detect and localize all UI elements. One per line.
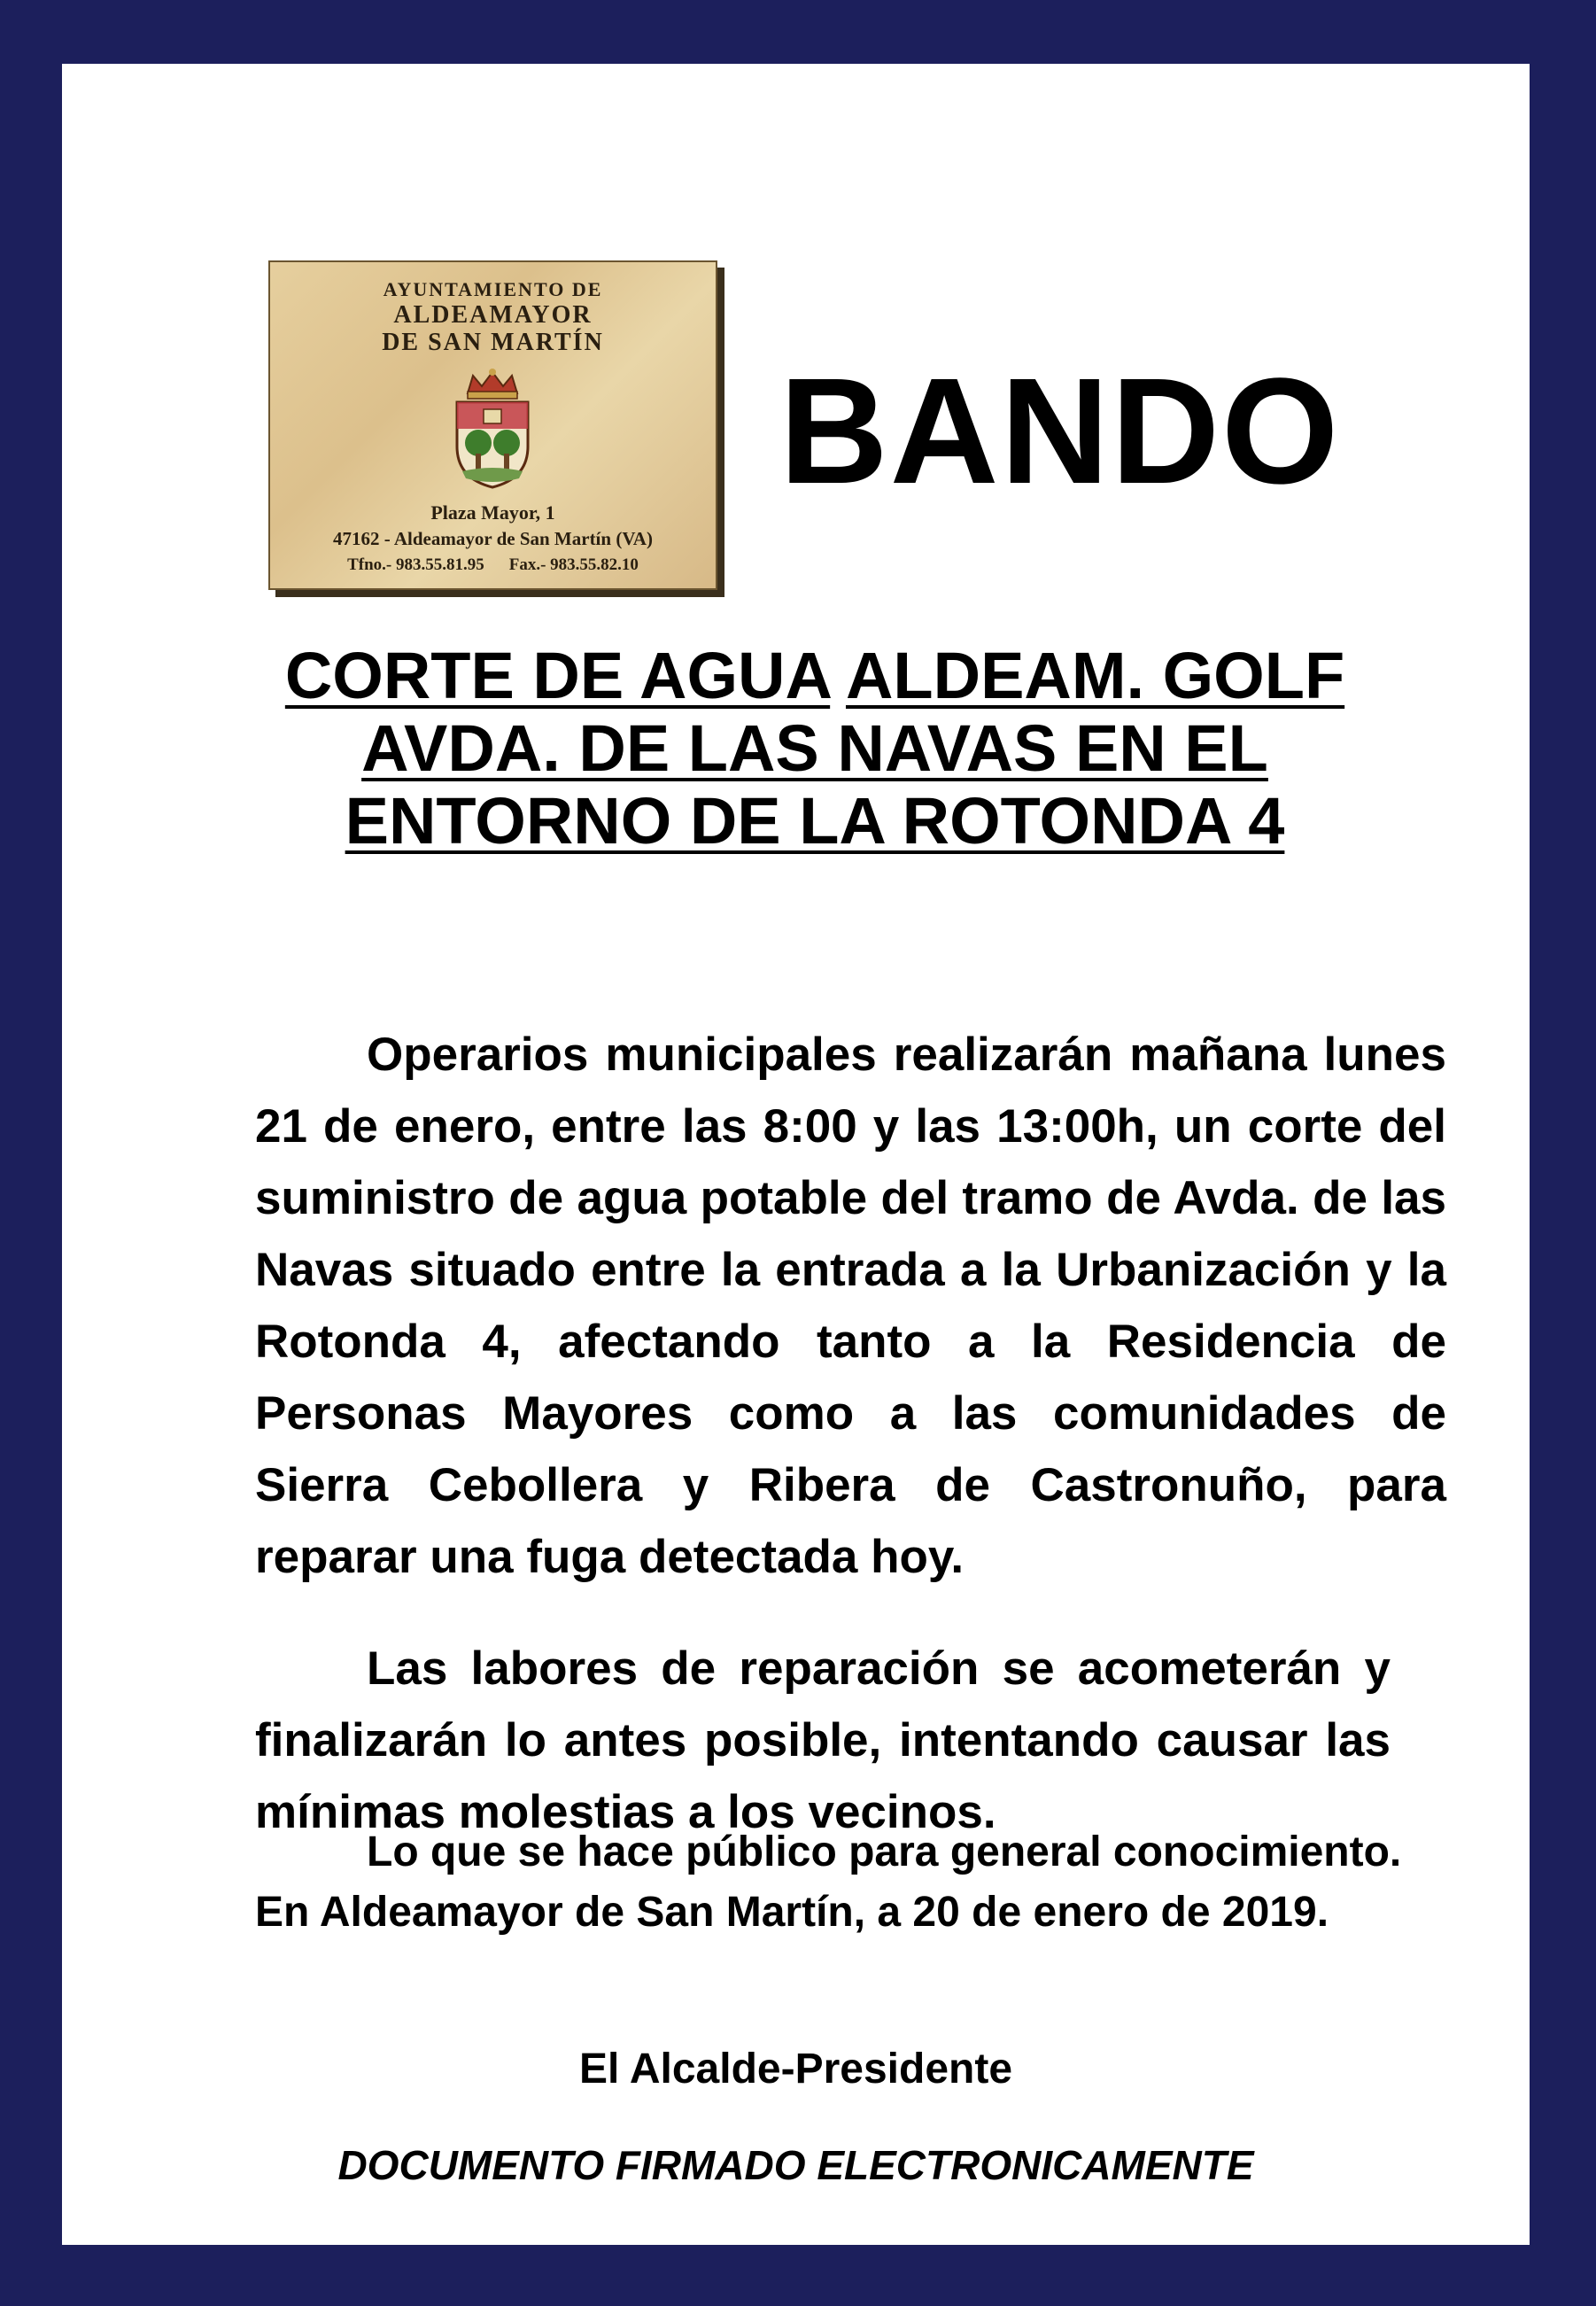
municipal-seal — [268, 260, 717, 590]
headline-line-3-text: ENTORNO DE LA ROTONDA 4 — [345, 784, 1285, 858]
body-paragraph-3-line-1: Lo que se hace público para general conocimiento. — [367, 1828, 1402, 1875]
seal-address-line-1: Plaza Mayor, 1 — [430, 501, 555, 524]
body-paragraph-1: Operarios municipales realizarán mañana lunes 21 de enero, entre las 8:00 y las 13:00h, un corte del suministro de agua potable del tramo de Avda. de las Navas situado entre la entrada a la Urbanización y la Rotonda 4, afectando tanto a la Residencia de Personas Mayores como a las comunidades de Sierra Cebollera y Ribera de Castronuño, para reparar una fuga detectada hoy. — [255, 1029, 1446, 1583]
body-paragraph-3-line-2: En Aldeamayor de San Martín, a 20 de enero de 2019. — [255, 1889, 1329, 1936]
body-paragraph-3 — [255, 1822, 1402, 1943]
seal-phone: Tfno.- 983.55.81.95 — [347, 555, 484, 574]
headline-line-3 — [195, 785, 1435, 858]
coat-of-arms-icon — [443, 367, 542, 491]
headline-line-1-part-2: ALDEAM. GOLF — [845, 639, 1345, 712]
headline — [195, 640, 1435, 858]
seal-address-line-2: 47162 - Aldeamayor de San Martín (VA) — [333, 528, 653, 549]
seal-fax: Fax.- 983.55.82.10 — [508, 555, 639, 574]
seal-line-1: AYUNTAMIENTO DE — [383, 278, 603, 300]
signer-title: El Alcalde-Presidente — [578, 2046, 1013, 2092]
headline-line-2 — [195, 712, 1435, 785]
headline-line-1-part-1: CORTE DE AGUA — [284, 639, 831, 712]
document-sheet — [62, 64, 1530, 2245]
seal-contact — [270, 555, 716, 575]
electronic-signature-note: DOCUMENTO FIRMADO ELECTRONICAMENTE — [337, 2142, 1254, 2188]
document-title: BANDO — [779, 347, 1341, 516]
body-paragraph-2: Las labores de reparación se acometerán y finalizarán lo antes posible, intentando causar las mínimas molestias a los vecinos. — [255, 1642, 1391, 1838]
headline-line-2-text: AVDA. DE LAS NAVAS EN EL — [361, 711, 1268, 785]
seal-line-2: ALDEAMAYOR — [393, 301, 593, 329]
headline-line-1 — [195, 640, 1435, 712]
seal-line-3: DE SAN MARTÍN — [382, 329, 604, 356]
